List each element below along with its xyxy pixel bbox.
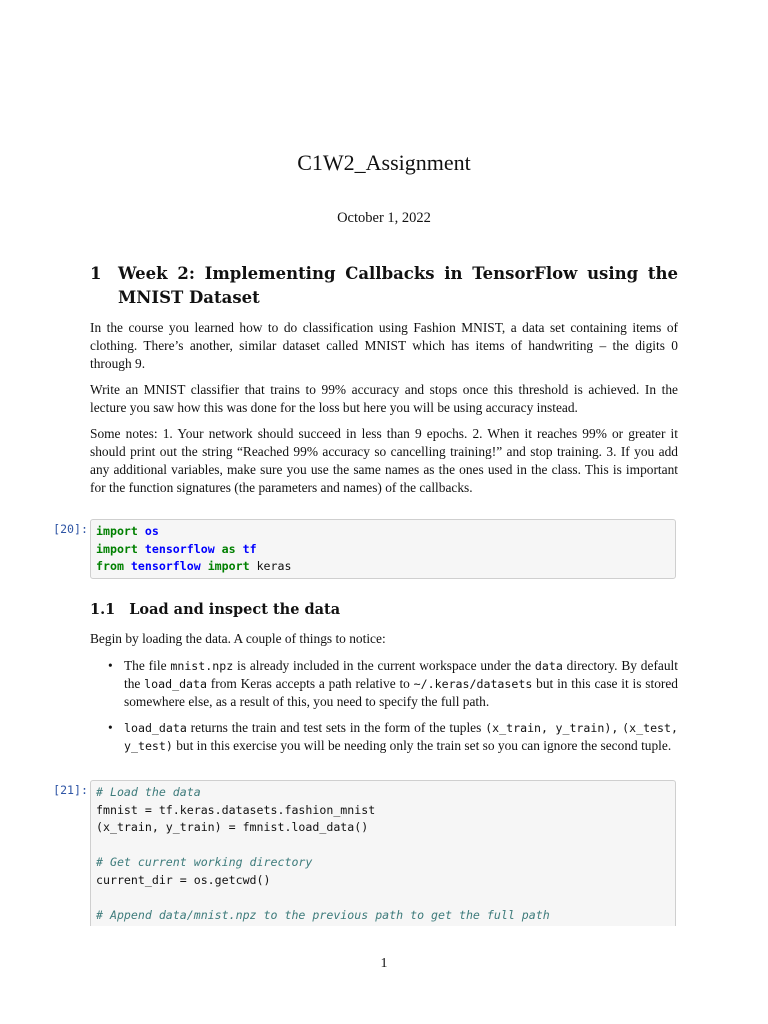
code-line: (x_train, y_train) = fmnist.load_data()	[96, 820, 369, 834]
code-line: current_dir = os.getcwd()	[96, 872, 271, 887]
subsection-number: 1.1	[90, 601, 116, 618]
page-number: 1	[380, 956, 388, 971]
keyword: import	[96, 524, 138, 538]
section-number: 1	[90, 264, 102, 283]
cell-prompt-20: [20]:	[53, 522, 88, 536]
code-comment: # Append data/mnist.npz to the previous path to get the full path	[96, 907, 550, 922]
notice-list	[90, 657, 678, 763]
keyword: from	[96, 559, 124, 573]
document-date: October 1, 2022	[337, 210, 431, 226]
alias-name: tf	[242, 541, 257, 556]
paragraph-intro: In the course you learned how to do classification using Fashion MNIST, a data set containing items of clothing. There’s another, similar dataset called MNIST which has items of handwriting – the digits 0 through 9.	[90, 320, 678, 371]
list-item: • The file mnist.npz is already included in the current workspace under the data directory. By default the load_data from Keras accepts a path relative to ~/.keras/datasets but in this case it is stored somewhere else, as a result of this, you need to specify the full path.	[108, 658, 678, 709]
keyword: import	[96, 541, 138, 556]
code-comment: # Get current working directory	[96, 855, 313, 869]
keyword: import	[207, 559, 250, 573]
code-comment: # Load the data	[96, 785, 201, 799]
list-item: • load_data returns the train and test sets in the form of the tuples (x_train, y_train), (x_test, y_test) but in this exercise you will be needing only the train set so you can ignore the second tuple.	[108, 720, 678, 753]
code-line: fmnist = tf.keras.datasets.fashion_mnist	[96, 802, 376, 817]
module-name: tensorflow	[144, 541, 215, 556]
document-title: C1W2_Assignment	[297, 150, 471, 175]
subsection-title: Load and inspect the data	[129, 601, 341, 618]
import-name: keras	[256, 559, 292, 573]
section-heading-1-1	[90, 601, 340, 618]
paragraph-begin: Begin by loading the data. A couple of things to notice:	[90, 631, 386, 646]
module-name: tensorflow	[130, 559, 201, 573]
module-name: os	[144, 524, 159, 538]
section-title: Week 2: Implementing Callbacks in TensorFlow using the MNIST Dataset	[118, 264, 678, 307]
section-heading-1	[90, 262, 678, 310]
cell-prompt-21: [21]:	[53, 783, 88, 797]
code-cell-load-data[interactable]	[90, 780, 676, 926]
code-cell-imports[interactable]	[90, 519, 676, 579]
paragraph-task: Write an MNIST classifier that trains to 99% accuracy and stops once this threshold is achieved. In the lecture you saw how this was done for the loss but here you will be using accuracy instead.	[90, 382, 678, 415]
paragraph-notes: Some notes: 1. Your network should succeed in less than 9 epochs. 2. When it reaches 99% or greater it should print out the string “Reached 99% accuracy so cancelling training!” and stop training. 3. If you add any additional variables, make sure you use the same names as the ones used in the class. This is important for the function signatures (the parameters and names) of the callbacks.	[90, 426, 678, 495]
keyword: as	[221, 541, 236, 556]
